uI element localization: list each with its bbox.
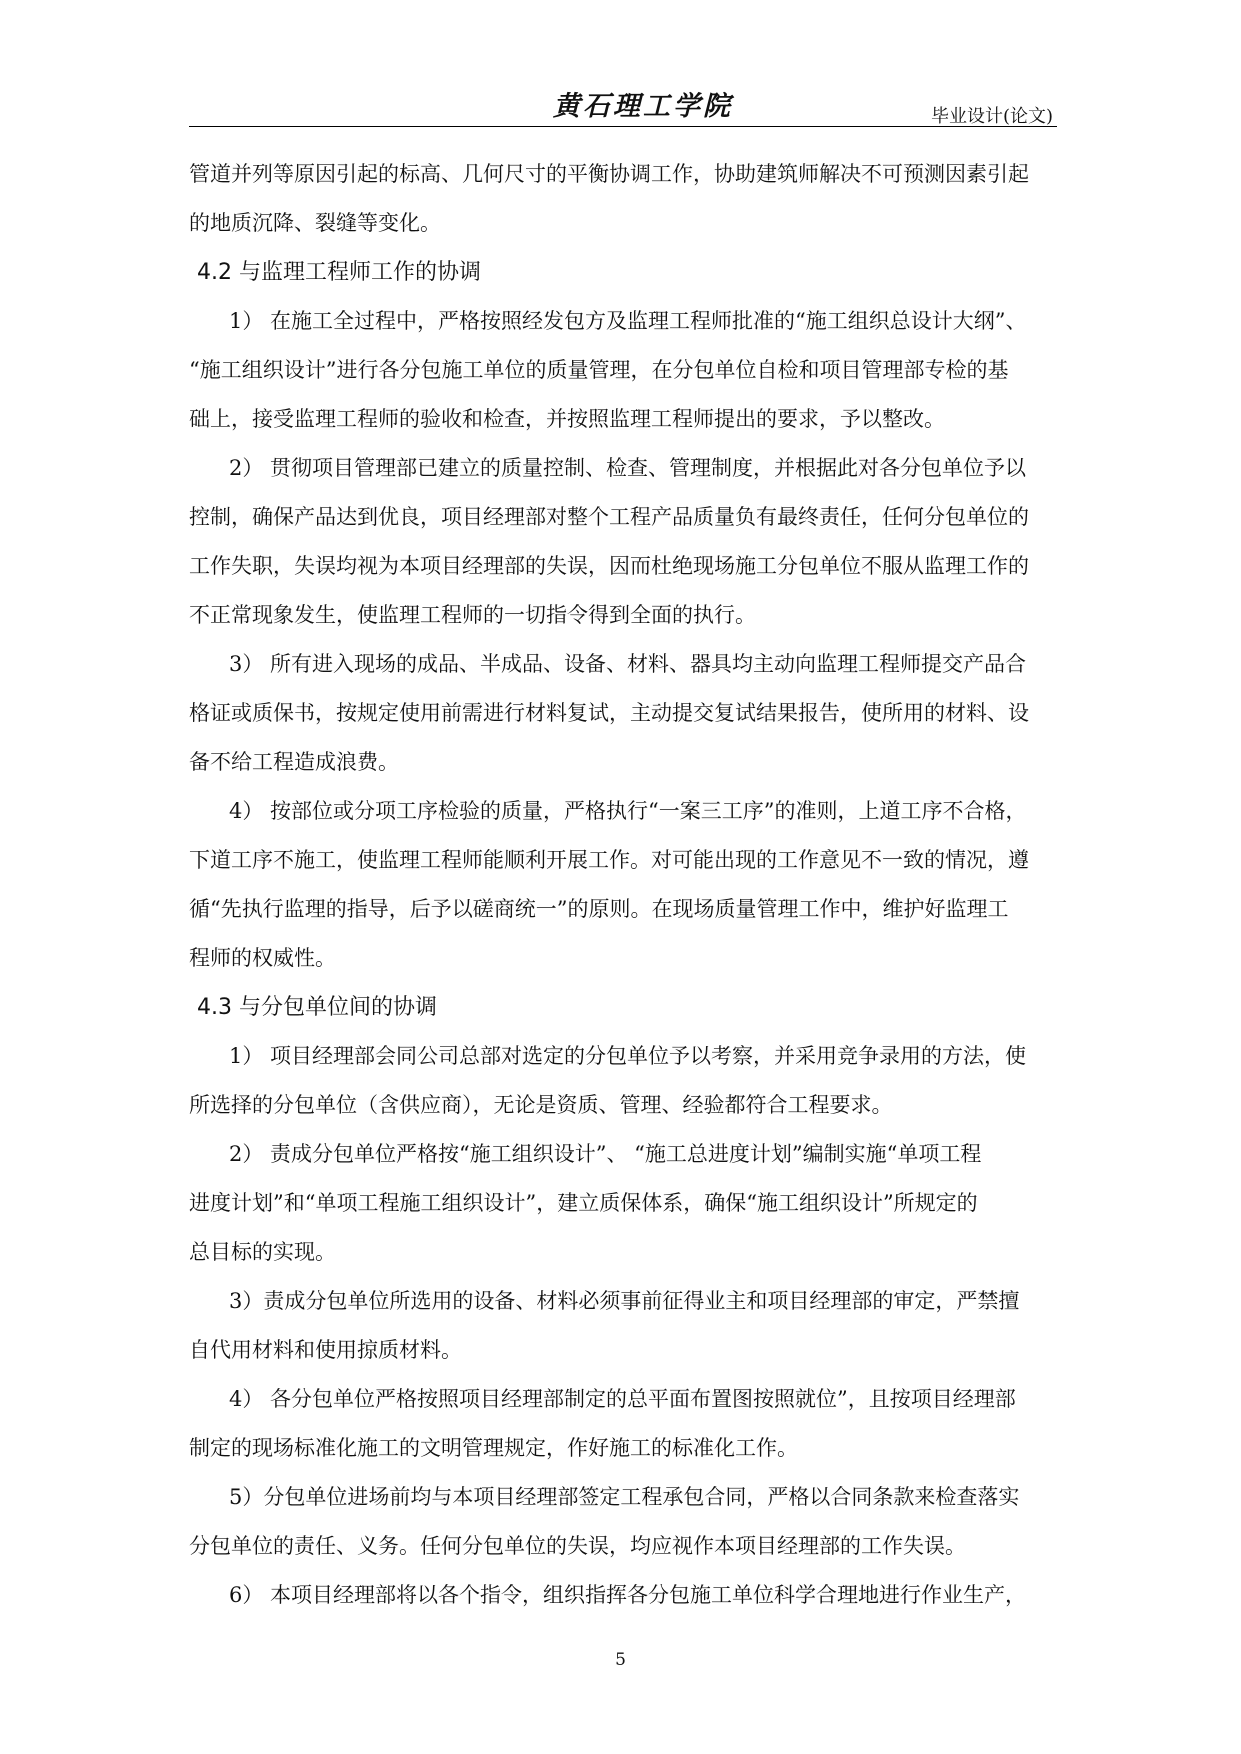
text-line: 2） 贯彻项目管理部已建立的质量控制、检查、管理制度，并根据此对各分包单位予以: [229, 456, 1027, 480]
page-header: [189, 78, 1057, 127]
text-line: 3） 所有进入现场的成品、半成品、设备、材料、器具均主动向监理工程师提交产品合: [229, 652, 1027, 676]
text-line: 4） 各分包单位严格按照项目经理部制定的总平面布置图按照就位”，且按项目经理部: [229, 1387, 1016, 1411]
text-line: 1） 在施工全过程中，严格按照经发包方及监理工程师批准的“施工组织总设计大纲”、: [229, 309, 1027, 333]
text-line: 3）责成分包单位所选用的设备、材料必须事前征得业主和项目经理部的审定，严禁擅: [229, 1289, 1020, 1313]
text-line: 5）分包单位进场前均与本项目经理部签定工程承包合同，严格以合同条款来检查落实: [229, 1485, 1020, 1509]
text-line: 不正常现象发生，使监理工程师的一切指令得到全面的执行。: [189, 603, 756, 627]
text-line: 自代用材料和使用掠质材料。: [189, 1338, 462, 1362]
text-line: 进度计划”和“单项工程施工组织设计”，建立质保体系，确保“施工组织设计”所规定的: [189, 1191, 978, 1215]
text-line: 分包单位的责任、义务。任何分包单位的失误，均应视作本项目经理部的工作失误。: [189, 1534, 966, 1558]
text-line: 6） 本项目经理部将以各个指令，组织指挥各分包施工单位科学合理地进行作业生产，: [229, 1583, 1027, 1607]
text-line: 总目标的实现。: [189, 1240, 336, 1264]
text-line: 4） 按部位或分项工序检验的质量，严格执行“一案三工序”的准则，上道工序不合格，: [229, 799, 1027, 823]
text-line: 程师的权威性。: [189, 946, 336, 970]
text-line: 循“先执行监理的指导，后予以磋商统一”的原则。在现场质量管理工作中，维护好监理工: [189, 897, 1009, 921]
text-line: 2） 责成分包单位严格按“施工组织设计”、 “施工总进度计划”编制实施“单项工程: [229, 1142, 982, 1166]
institution-logo: 黄石理工学院: [553, 91, 733, 122]
text-line: 工作失职，失误均视为本项目经理部的失误，因而杜绝现场施工分包单位不服从监理工作的: [189, 554, 1029, 578]
text-line: 1） 项目经理部会同公司总部对选定的分包单位予以考察，并采用竞争录用的方法，使: [229, 1044, 1027, 1068]
header-title: 毕业设计(论文): [930, 106, 1053, 127]
text-line: 础上，接受监理工程师的验收和检查，并按照监理工程师提出的要求，予以整改。: [189, 407, 945, 431]
text-line: 控制，确保产品达到优良，项目经理部对整个工程产品质量负有最终责任，任何分包单位的: [189, 505, 1029, 529]
text-line: 的地质沉降、裂缝等变化。: [189, 211, 441, 235]
text-line: 制定的现场标准化施工的文明管理规定，作好施工的标准化工作。: [189, 1436, 798, 1460]
text-line: “施工组织设计”进行各分包施工单位的质量管理，在分包单位自检和项目管理部专检的基: [189, 358, 1009, 382]
section-heading: 4.2 与监理工程师工作的协调: [197, 260, 481, 285]
section-heading: 4.3 与分包单位间的协调: [197, 995, 437, 1020]
document-body: [189, 150, 1061, 1620]
text-line: 下道工序不施工，使监理工程师能顺利开展工作。对可能出现的工作意见不一致的情况，遵: [189, 848, 1029, 872]
text-line: 格证或质保书，按规定使用前需进行材料复试，主动提交复试结果报告，使所用的材料、设: [189, 701, 1029, 725]
text-line: 管道并列等原因引起的标高、几何尺寸的平衡协调工作，协助建筑师解决不可预测因素引起: [189, 162, 1029, 186]
text-line: 备不给工程造成浪费。: [189, 750, 399, 774]
page-number: 5: [615, 1650, 626, 1670]
text-line: 所选择的分包单位（含供应商），无论是资质、管理、经验都符合工程要求。: [189, 1093, 893, 1117]
